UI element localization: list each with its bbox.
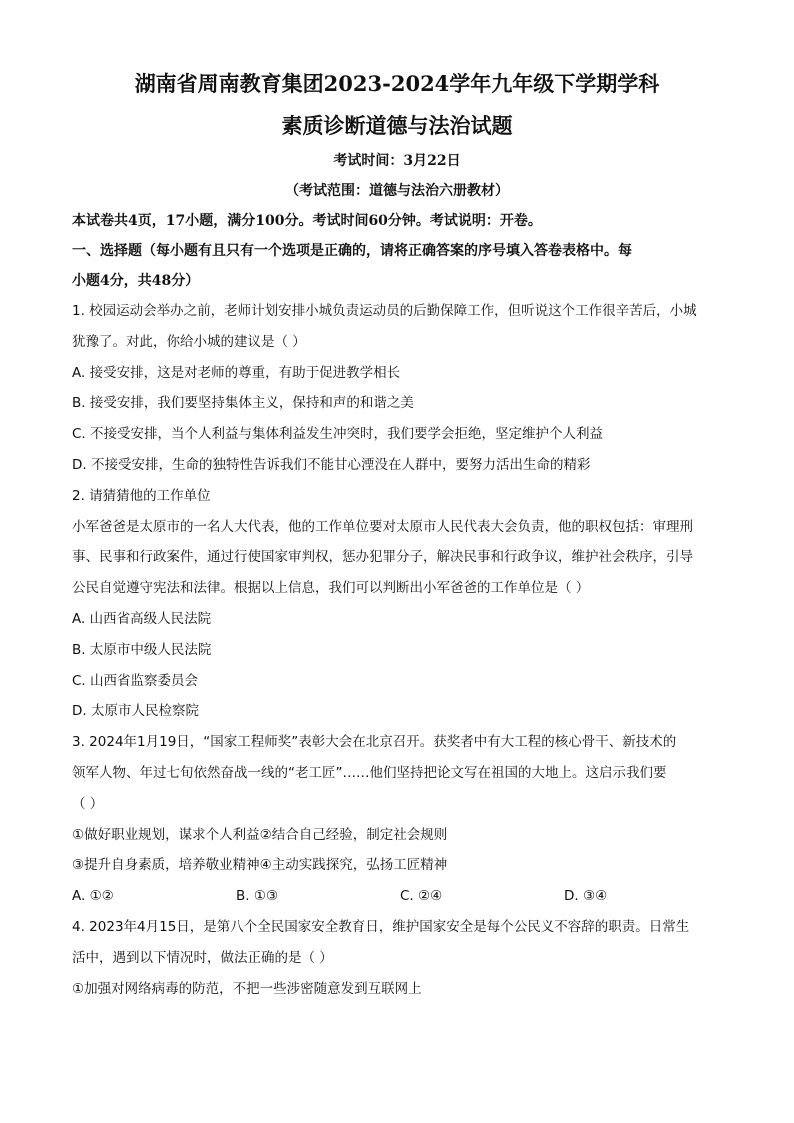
q2-option-a: A. 山西省高级人民法院 xyxy=(72,610,212,627)
q1-option-d: D. 不接受安排，生命的独特性告诉我们不能甘心湮没在人群中，要努力活出生命的精彩 xyxy=(72,456,591,473)
q2-option-d: D. 太原市人民检察院 xyxy=(72,703,199,720)
q1-option-c: C. 不接受安排，当个人利益与集体利益发生冲突时，我们要学会拒绝，坚定维护个人利益 xyxy=(72,426,604,443)
q4-statement-1: ①加强对网络病毒的防范，不把一些涉密随意发到互联网上 xyxy=(72,980,422,997)
q3-statement-2: ③提升自身素质，培养敬业精神④主动实践探究，弘扬工匠精神 xyxy=(72,857,448,874)
question-2 xyxy=(72,481,722,727)
q3-stem-line2: 领军人物、年过七旬依然奋战一线的“老工匠”……他们坚持把论文写在祖国的大地上。这启示我们要 xyxy=(72,764,667,781)
exam-time: 考试时间：3月22日 xyxy=(333,153,461,169)
q3-option-a: A. ①② xyxy=(72,888,114,905)
q3-option-d: D. ③④ xyxy=(564,888,608,905)
q1-stem-line1: 1. 校园运动会举办之前，老师计划安排小城负责运动员的后勤保障工作，但听说这个工作很辛苦后，小城 xyxy=(72,303,697,319)
q3-stem-line3: （ ） xyxy=(72,795,104,812)
question-4 xyxy=(72,912,722,1004)
q3-statement-1: ①做好职业规划，谋求个人利益②结合自己经验，制定社会规则 xyxy=(72,826,448,843)
q4-stem-line1: 4. 2023年4月15日，是第八个全民国家安全教育日，维护国家安全是每个公民义不容辞的职责。日常生 xyxy=(72,918,690,935)
q2-option-b: B. 太原市中级人民法院 xyxy=(72,641,212,658)
q3-option-b: B. ①③ xyxy=(236,888,279,905)
exam-title-line1: 湖南省周南教育集团2023-2024学年九年级下学期学科 xyxy=(134,71,660,96)
exam-title-line2: 素质诊断道德与法治试题 xyxy=(281,113,513,138)
exam-scope: （考试范围：道德与法治六册教材） xyxy=(285,183,509,199)
section-heading-line1: 一、选择题（每小题有且只有一个选项是正确的，请将正确答案的序号填入答卷表格中。每 xyxy=(72,243,632,259)
q2-body-line3: 公民自觉遵守宪法和法律。根据以上信息，我们可以判断出小军爸爸的工作单位是（ ） xyxy=(72,580,590,597)
q2-body-line1: 小军爸爸是太原市的一名人大代表，他的工作单位要对太原市人民代表大会负责，他的职权包括：审理刑 xyxy=(72,518,693,535)
q1-option-b: B. 接受安排，我们要坚持集体主义，保持和声的和谐之美 xyxy=(72,395,414,412)
question-1 xyxy=(72,296,722,481)
question-3 xyxy=(72,727,722,912)
q2-option-c: C. 山西省监察委员会 xyxy=(72,672,199,689)
q3-option-c: C. ②④ xyxy=(400,888,443,905)
q1-option-a: A. 接受安排，这是对老师的尊重，有助于促进教学相长 xyxy=(72,364,401,381)
q3-stem-line1: 3. 2024年1月19日，“国家工程师奖”表彰大会在北京召开。获奖者中有大工程的核心骨干、新技术的 xyxy=(72,734,677,751)
q1-stem-line2: 犹豫了。对此，你给小城的建议是（ ） xyxy=(72,333,306,350)
q2-body-line2: 事、民事和行政案件，通过行使国家审判权，惩办犯罪分子，解决民事和行政争议，维护社会秩序，引导 xyxy=(72,549,693,566)
exam-info: 本试卷共4页，17小题，满分100分。考试时间60分钟。考试说明：开卷。 xyxy=(72,213,542,229)
q3-options-row xyxy=(72,881,722,912)
section-heading-line2: 小题4分，共48分） xyxy=(72,273,200,289)
q4-stem-line2: 活中，遇到以下情况时，做法正确的是（ ） xyxy=(72,949,333,966)
q2-stem: 2. 请猜猜他的工作单位 xyxy=(72,487,211,504)
